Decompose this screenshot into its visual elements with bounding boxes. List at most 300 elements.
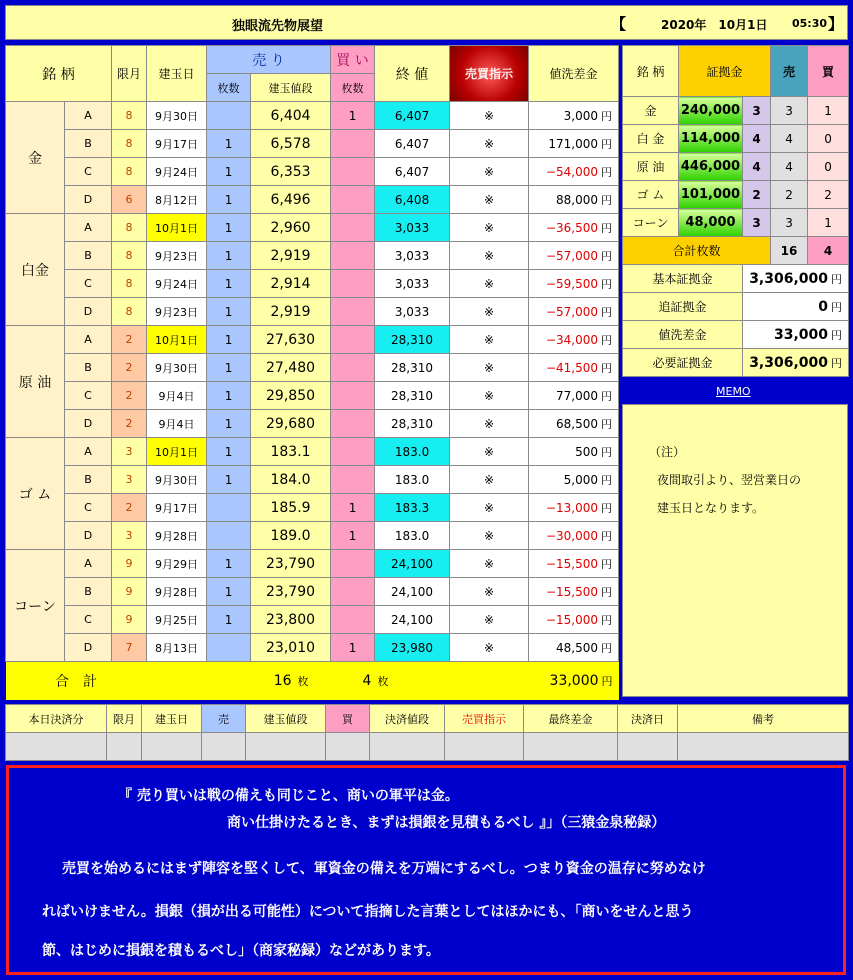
settlement-col-9: 決済日: [618, 705, 678, 733]
mtm-cell: [529, 606, 619, 634]
sell-qty[interactable]: 1: [207, 326, 251, 354]
row-label: C: [65, 158, 112, 186]
row-label: B: [65, 466, 112, 494]
entry-date: 10月1日: [147, 438, 207, 466]
summary-value: [743, 265, 849, 293]
instruction-cell[interactable]: ※: [450, 214, 529, 242]
margin-sell: 4: [771, 125, 808, 153]
row-label: B: [65, 242, 112, 270]
brand-name: 白金: [6, 214, 65, 326]
instruction-cell[interactable]: ※: [450, 298, 529, 326]
entry-price[interactable]: 23,800: [251, 606, 331, 634]
table-row: [6, 578, 619, 606]
mtm-cell: [529, 298, 619, 326]
margin-brand: コーン: [623, 209, 679, 237]
margin-total-label: 合計枚数: [623, 237, 771, 265]
mtm-value: 88,000: [556, 192, 599, 207]
mtm-total-unit: 円: [601, 674, 613, 688]
row-label: D: [65, 410, 112, 438]
entry-price[interactable]: 6,496: [251, 186, 331, 214]
margin-col-brand: 銘 柄: [623, 46, 679, 97]
close-price: 24,100: [375, 578, 450, 606]
entry-price[interactable]: 2,919: [251, 242, 331, 270]
settlement-col-7: 売買指示: [445, 705, 524, 733]
margin-sell: 2: [771, 181, 808, 209]
close-price: 183.3: [375, 494, 450, 522]
margin-buy: 1: [808, 209, 849, 237]
yen-unit: 円: [601, 305, 613, 319]
buy-qty[interactable]: [331, 466, 375, 494]
settlement-cell[interactable]: [370, 733, 445, 761]
settlement-col-8: 最終差金: [524, 705, 618, 733]
buy-qty[interactable]: [331, 354, 375, 382]
sell-qty[interactable]: 1: [207, 130, 251, 158]
row-label: D: [65, 634, 112, 662]
row-label: A: [65, 326, 112, 354]
settlement-cell[interactable]: [6, 733, 107, 761]
instruction-cell[interactable]: ※: [450, 354, 529, 382]
contract-month: 2: [112, 382, 147, 410]
instruction-cell[interactable]: ※: [450, 550, 529, 578]
summary-amount: 3,306,000: [749, 354, 829, 371]
settlement-cell[interactable]: [202, 733, 246, 761]
instruction-cell[interactable]: ※: [450, 522, 529, 550]
buy-qty[interactable]: 1: [331, 494, 375, 522]
mtm-value: 77,000: [556, 388, 599, 403]
quote-line-2: 商い仕掛けたるとき、まずは損銀を見積もるべし 』」（三猿金泉秘録）: [227, 815, 666, 831]
contract-month: 9: [112, 578, 147, 606]
entry-date: 9月23日: [147, 298, 207, 326]
header-time: 05:30: [792, 17, 828, 30]
entry-date: 9月24日: [147, 158, 207, 186]
yen-unit: 円: [601, 585, 613, 599]
positions-table: [5, 45, 619, 700]
entry-price[interactable]: 29,680: [251, 410, 331, 438]
margin-amount: 446,000: [679, 153, 743, 181]
entry-price[interactable]: 29,850: [251, 382, 331, 410]
mtm-value: 3,000: [563, 108, 599, 123]
mtm-cell: [529, 242, 619, 270]
total-row: [6, 662, 619, 700]
margin-count: 2: [743, 181, 771, 209]
instruction-cell[interactable]: ※: [450, 326, 529, 354]
entry-price[interactable]: 2,919: [251, 298, 331, 326]
margin-amount: 101,000: [679, 181, 743, 209]
mtm-cell: [529, 550, 619, 578]
bracket-close: 】: [828, 15, 844, 33]
settlement-cell[interactable]: [246, 733, 326, 761]
close-price: 23,980: [375, 634, 450, 662]
entry-price[interactable]: 6,353: [251, 158, 331, 186]
mtm-value: −54,000: [545, 164, 599, 179]
settlement-col-6: 決済値段: [370, 705, 445, 733]
close-price: 6,408: [375, 186, 450, 214]
buy-qty[interactable]: 1: [331, 102, 375, 130]
entry-date: 9月17日: [147, 130, 207, 158]
entry-price[interactable]: 189.0: [251, 522, 331, 550]
settlement-cell[interactable]: [445, 733, 524, 761]
total-label: 合 計: [6, 662, 147, 700]
settlement-cell[interactable]: [142, 733, 202, 761]
instruction-cell[interactable]: ※: [450, 158, 529, 186]
close-price: 24,100: [375, 550, 450, 578]
entry-price[interactable]: 23,790: [251, 550, 331, 578]
entry-price[interactable]: 27,480: [251, 354, 331, 382]
close-price: 6,407: [375, 158, 450, 186]
summary-unit: 円: [831, 300, 843, 314]
yen-unit: 円: [601, 109, 613, 123]
mtm-cell: [529, 494, 619, 522]
contract-month: 9: [112, 606, 147, 634]
instruction-cell[interactable]: ※: [450, 438, 529, 466]
memo-note-label: （注）: [649, 445, 686, 459]
entry-date: 8月13日: [147, 634, 207, 662]
mtm-cell: [529, 578, 619, 606]
mtm-value: −34,000: [545, 332, 599, 347]
table-row: [6, 494, 619, 522]
table-row: [6, 214, 619, 242]
row-label: D: [65, 186, 112, 214]
buy-qty[interactable]: [331, 158, 375, 186]
contract-month: 3: [112, 522, 147, 550]
summary-row: [623, 265, 849, 293]
mtm-cell: [529, 186, 619, 214]
buy-qty[interactable]: [331, 578, 375, 606]
margin-row: [623, 97, 849, 125]
yen-unit: 円: [601, 249, 613, 263]
sell-qty[interactable]: 1: [207, 298, 251, 326]
summary-label: 値洗差金: [623, 321, 743, 349]
buy-qty[interactable]: [331, 298, 375, 326]
buy-qty[interactable]: [331, 410, 375, 438]
mtm-cell: [529, 438, 619, 466]
mtm-cell: [529, 466, 619, 494]
buy-qty[interactable]: [331, 186, 375, 214]
entry-price[interactable]: 23,010: [251, 634, 331, 662]
instruction-cell[interactable]: ※: [450, 270, 529, 298]
margin-buy: 1: [808, 97, 849, 125]
contract-month: 8: [112, 158, 147, 186]
instruction-cell[interactable]: ※: [450, 186, 529, 214]
sell-qty[interactable]: [207, 634, 251, 662]
close-price: 183.0: [375, 466, 450, 494]
table-row: [6, 634, 619, 662]
instruction-cell[interactable]: ※: [450, 578, 529, 606]
summary-unit: 円: [831, 328, 843, 342]
yen-unit: 円: [601, 557, 613, 571]
yen-unit: 円: [601, 221, 613, 235]
instruction-cell[interactable]: ※: [450, 466, 529, 494]
table-row: [6, 410, 619, 438]
yen-unit: 円: [601, 193, 613, 207]
mtm-value: −15,000: [545, 612, 599, 627]
sell-qty[interactable]: 1: [207, 158, 251, 186]
entry-price[interactable]: 183.1: [251, 438, 331, 466]
buy-qty[interactable]: [331, 438, 375, 466]
col-mtm: 値洗差金: [529, 46, 619, 102]
entry-price[interactable]: 6,404: [251, 102, 331, 130]
buy-qty[interactable]: [331, 326, 375, 354]
entry-date: 9月29日: [147, 550, 207, 578]
table-row: [6, 242, 619, 270]
entry-date: 9月23日: [147, 242, 207, 270]
contract-month: 6: [112, 186, 147, 214]
col-sell-qty: 枚数: [207, 74, 251, 102]
mtm-cell: [529, 326, 619, 354]
close-price: 3,033: [375, 242, 450, 270]
contract-month: 8: [112, 102, 147, 130]
margin-col-sell: 売: [771, 46, 808, 97]
header-date: 2020年 10月1日: [661, 18, 768, 32]
instruction-cell[interactable]: ※: [450, 634, 529, 662]
yen-unit: 円: [601, 417, 613, 431]
sell-qty[interactable]: [207, 522, 251, 550]
sell-qty[interactable]: 1: [207, 606, 251, 634]
yen-unit: 円: [601, 613, 613, 627]
settlement-col-4: 建玉値段: [246, 705, 326, 733]
yen-unit: 円: [601, 333, 613, 347]
settlement-col-1: 限月: [107, 705, 142, 733]
margin-sell: 4: [771, 153, 808, 181]
close-price: 3,033: [375, 298, 450, 326]
table-row: [6, 186, 619, 214]
buy-qty[interactable]: [331, 382, 375, 410]
row-label: A: [65, 102, 112, 130]
margin-row: [623, 125, 849, 153]
mtm-value: 5,000: [563, 472, 599, 487]
mtm-cell: [529, 410, 619, 438]
row-label: D: [65, 298, 112, 326]
mtm-value: −36,500: [545, 220, 599, 235]
mtm-total-value: 33,000: [549, 672, 599, 689]
brand-name: コーン: [6, 550, 65, 662]
mtm-value: 500: [575, 444, 599, 459]
col-instruction: 売買指示: [450, 46, 529, 102]
sell-qty[interactable]: 1: [207, 214, 251, 242]
settlement-col-5: 買: [326, 705, 370, 733]
mtm-value: −15,500: [545, 584, 599, 599]
entry-date: 9月24日: [147, 270, 207, 298]
summary-value: [743, 293, 849, 321]
instruction-cell[interactable]: ※: [450, 606, 529, 634]
contract-month: 2: [112, 494, 147, 522]
col-buy: 買 い: [331, 46, 375, 74]
buy-qty[interactable]: [331, 130, 375, 158]
mtm-value: −57,000: [545, 304, 599, 319]
memo-box: [622, 404, 848, 697]
contract-month: 7: [112, 634, 147, 662]
brand-name: 金: [6, 102, 65, 214]
instruction-cell[interactable]: ※: [450, 242, 529, 270]
buy-total-value: 4: [362, 672, 372, 689]
sell-qty[interactable]: 1: [207, 354, 251, 382]
close-price: 28,310: [375, 382, 450, 410]
margin-buy: 2: [808, 181, 849, 209]
col-close: 終 値: [375, 46, 450, 102]
contract-month: 8: [112, 214, 147, 242]
entry-price[interactable]: 27,630: [251, 326, 331, 354]
entry-price[interactable]: 23,790: [251, 578, 331, 606]
quote-line-1: 『 売り買いは戦の備えも同じこと、商いの軍平は金。: [118, 788, 459, 804]
margin-buy: 0: [808, 125, 849, 153]
instruction-cell[interactable]: ※: [450, 494, 529, 522]
settlement-cell[interactable]: [618, 733, 678, 761]
margin-col-margin: 証拠金: [679, 46, 771, 97]
summary-row: [623, 321, 849, 349]
instruction-cell[interactable]: ※: [450, 130, 529, 158]
sell-qty[interactable]: [207, 494, 251, 522]
table-row: [6, 466, 619, 494]
buy-qty[interactable]: [331, 242, 375, 270]
mtm-value: −59,500: [545, 276, 599, 291]
mtm-value: −13,000: [545, 500, 599, 515]
margin-brand: 原 油: [623, 153, 679, 181]
entry-date: 9月28日: [147, 578, 207, 606]
col-sell: 売 り: [207, 46, 331, 74]
summary-row: [623, 293, 849, 321]
bracket-open: 【: [611, 15, 627, 33]
quote-para-3: 節、はじめに損銀を積もるべし」（商家秘録）などがあります。: [42, 943, 440, 959]
margin-count: 3: [743, 97, 771, 125]
entry-price[interactable]: 184.0: [251, 466, 331, 494]
yen-unit: 円: [601, 473, 613, 487]
buy-qty[interactable]: [331, 214, 375, 242]
yen-unit: 円: [601, 137, 613, 151]
sell-qty[interactable]: 1: [207, 270, 251, 298]
buy-qty[interactable]: [331, 270, 375, 298]
yen-unit: 円: [601, 445, 613, 459]
mtm-value: −30,000: [545, 528, 599, 543]
buy-total: [331, 662, 450, 700]
contract-month: 8: [112, 242, 147, 270]
entry-date: 9月30日: [147, 466, 207, 494]
summary-amount: 33,000: [773, 326, 829, 343]
brand-name: ゴ ム: [6, 438, 65, 550]
buy-qty[interactable]: 1: [331, 522, 375, 550]
buy-total-unit: 枚: [377, 674, 389, 688]
close-price: 24,100: [375, 606, 450, 634]
close-price: 28,310: [375, 354, 450, 382]
close-price: 183.0: [375, 522, 450, 550]
sell-qty[interactable]: 1: [207, 550, 251, 578]
yen-unit: 円: [601, 641, 613, 655]
margin-sell: 3: [771, 209, 808, 237]
margin-count: 4: [743, 125, 771, 153]
mtm-value: 68,500: [556, 416, 599, 431]
sell-total-unit: 枚: [297, 674, 309, 688]
entry-date: 9月30日: [147, 102, 207, 130]
table-row: [6, 382, 619, 410]
settlement-cell[interactable]: [326, 733, 370, 761]
mtm-cell: [529, 634, 619, 662]
row-label: C: [65, 606, 112, 634]
sell-qty[interactable]: 1: [207, 242, 251, 270]
table-row: [6, 522, 619, 550]
buy-qty[interactable]: 1: [331, 634, 375, 662]
entry-price[interactable]: 2,960: [251, 214, 331, 242]
entry-date: 9月4日: [147, 382, 207, 410]
sell-qty[interactable]: 1: [207, 410, 251, 438]
sell-qty[interactable]: 1: [207, 466, 251, 494]
entry-date: 9月4日: [147, 410, 207, 438]
app-title: 独眼流先物展望: [232, 19, 324, 34]
col-month: 限月: [112, 46, 147, 102]
mtm-cell: [529, 158, 619, 186]
brand-name: 原 油: [6, 326, 65, 438]
sell-qty[interactable]: 1: [207, 186, 251, 214]
instruction-cell[interactable]: ※: [450, 382, 529, 410]
margin-row: [623, 209, 849, 237]
settlement-cell[interactable]: [107, 733, 142, 761]
instruction-cell[interactable]: ※: [450, 102, 529, 130]
instruction-cell[interactable]: ※: [450, 410, 529, 438]
mtm-total: [450, 662, 619, 700]
summary-label: 追証拠金: [623, 293, 743, 321]
margin-amount: 114,000: [679, 125, 743, 153]
sell-qty[interactable]: 1: [207, 438, 251, 466]
close-price: 6,407: [375, 102, 450, 130]
margin-col-buy: 買: [808, 46, 849, 97]
summary-unit: 円: [831, 272, 843, 286]
mtm-value: −41,500: [545, 360, 599, 375]
table-row: [6, 130, 619, 158]
sell-qty[interactable]: [207, 102, 251, 130]
row-label: D: [65, 522, 112, 550]
entry-date: 9月17日: [147, 494, 207, 522]
row-label: C: [65, 382, 112, 410]
row-label: C: [65, 270, 112, 298]
entry-date: 8月12日: [147, 186, 207, 214]
mtm-value: −15,500: [545, 556, 599, 571]
contract-month: 2: [112, 326, 147, 354]
table-row: [6, 438, 619, 466]
margin-table: [622, 45, 849, 377]
yen-unit: 円: [601, 529, 613, 543]
close-price: 28,310: [375, 410, 450, 438]
margin-total-sell: 16: [771, 237, 808, 265]
contract-month: 3: [112, 438, 147, 466]
table-row: [6, 102, 619, 130]
sell-qty[interactable]: 1: [207, 578, 251, 606]
mtm-value: −57,000: [545, 248, 599, 263]
memo-line-1: 夜間取引より、翌営業日の: [657, 473, 802, 487]
mtm-value: 48,500: [556, 640, 599, 655]
buy-qty[interactable]: [331, 550, 375, 578]
buy-qty[interactable]: [331, 606, 375, 634]
margin-total-row: [623, 237, 849, 265]
table-row: [6, 326, 619, 354]
mtm-cell: [529, 102, 619, 130]
contract-month: 3: [112, 466, 147, 494]
header-bar: [5, 5, 848, 40]
margin-buy: 0: [808, 153, 849, 181]
table-row: [6, 606, 619, 634]
sell-total-value: 16: [273, 672, 292, 689]
table-row: [6, 550, 619, 578]
sell-qty[interactable]: 1: [207, 382, 251, 410]
memo-link[interactable]: MEMO: [716, 385, 751, 398]
entry-price[interactable]: 6,578: [251, 130, 331, 158]
row-label: B: [65, 130, 112, 158]
settlement-cell[interactable]: [678, 733, 849, 761]
quote-para-1: 売買を始めるにはまず陣容を堅くして、軍資金の備えを万端にするべし。つまり資金の温存に努めなけ: [62, 861, 706, 877]
settlement-cell[interactable]: [524, 733, 618, 761]
entry-price[interactable]: 2,914: [251, 270, 331, 298]
summary-label: 必要証拠金: [623, 349, 743, 377]
entry-price[interactable]: 185.9: [251, 494, 331, 522]
margin-brand: ゴ ム: [623, 181, 679, 209]
row-label: B: [65, 354, 112, 382]
